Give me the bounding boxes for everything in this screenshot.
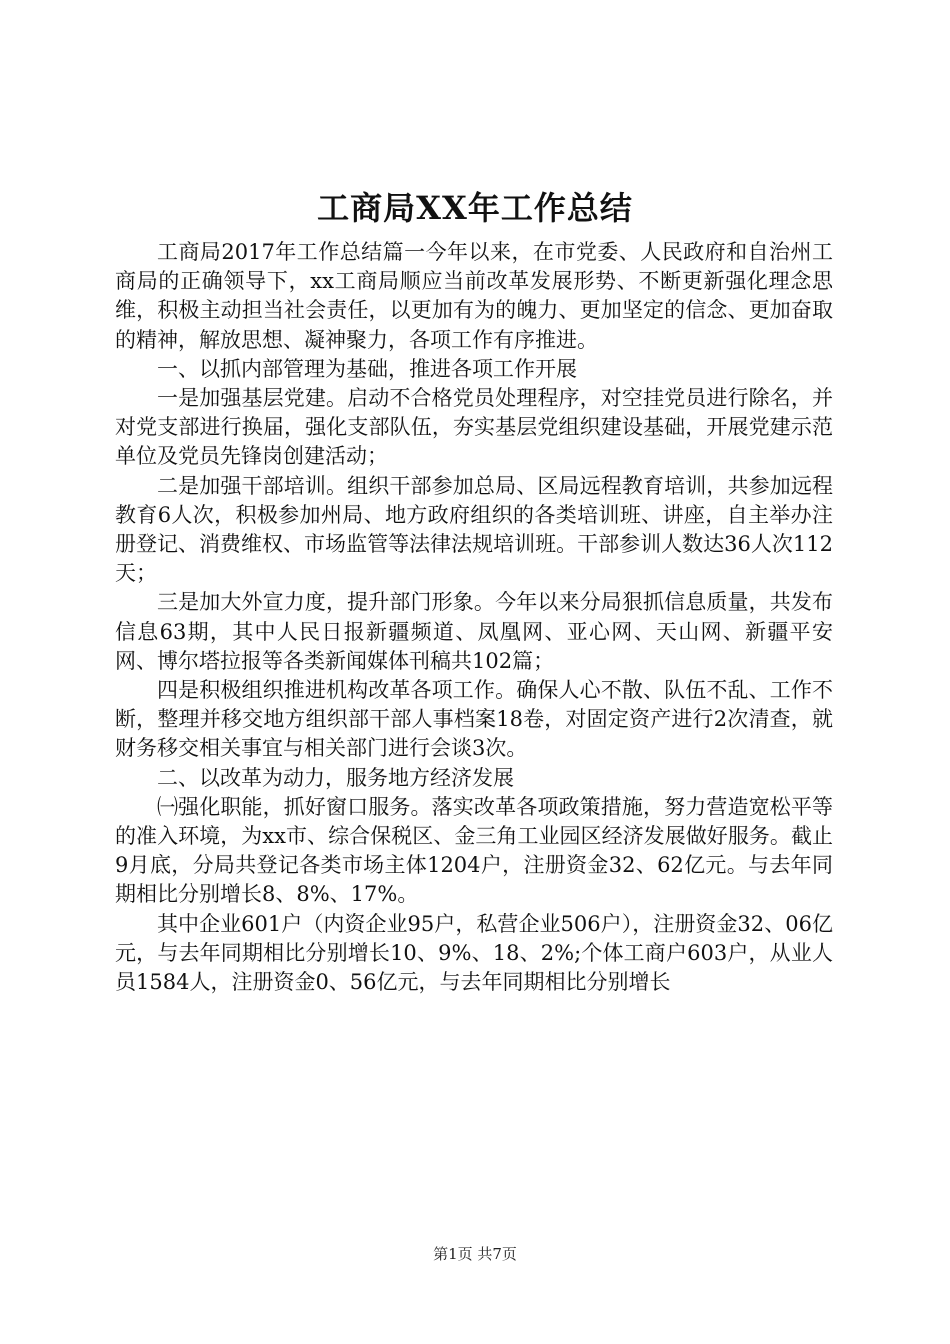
- document-title: 工商局XX年工作总结: [317, 189, 633, 227]
- paragraph-institutional-reform: 四是积极组织推进机构改革各项工作。确保人心不散、队伍不乱、工作不断，整理并移交地方组织部干部人事档案18卷，对固定资产进行2次清查，就财务移交相关事宜与相关部门进行会谈3次。: [115, 678, 833, 761]
- section-heading-1: 一、以抓内部管理为基础，推进各项工作开展: [157, 356, 577, 381]
- paragraph-party-building: 一是加强基层党建。启动不合格党员处理程序，对空挂党员进行除名，并对党支部进行换届，强化支部队伍，夯实基层党组织建设基础，开展党建示范单位及党员先锋岗创建活动；: [115, 386, 833, 469]
- paragraph-publicity: 三是加大外宣力度，提升部门形象。今年以来分局狠抓信息质量，共发布信息63期，其中人民日报新疆频道、凤凰网、亚心网、天山网、新疆平安网、博尔塔拉报等各类新闻媒体刊稿共102篇；: [115, 590, 833, 673]
- intro-paragraph: 工商局2017年工作总结篇一今年以来，在市党委、人民政府和自治州工商局的正确领导下，xx工商局顺应当前改革发展形势、不断更新强化理念思维，积极主动担当社会责任，以更加有为的魄力、更加坚定的信念、更加奋取的精神，解放思想、凝神聚力，各项工作有序推进。: [115, 240, 833, 352]
- page-number-footer: 第1页 共7页: [433, 1245, 517, 1263]
- document-body: [115, 238, 833, 997]
- paragraph-window-service: ㈠强化职能，抓好窗口服务。落实改革各项政策措施，努力营造宽松平等的准入环境，为xx市、综合保税区、金三角工业园区经济发展做好服务。截止9月底，分局共登记各类市场主体1204户，注册资金32、62亿元。与去年同期相比分别增长8、8%、17%。: [115, 794, 833, 907]
- paragraph-cadre-training: 二是加强干部培训。组织干部参加总局、区局远程教育培训，共参加远程教育6人次，积极参加州局、地方政府组织的各类培训班、讲座，自主举办注册登记、消费维权、市场监管等法律法规培训班。干部参训人数达36人次112天；: [115, 473, 833, 586]
- section-heading-2: 二、以改革为动力，服务地方经济发展: [157, 765, 514, 790]
- paragraph-enterprise-stats: 其中企业601户（内资企业95户，私营企业506户），注册资金32、06亿元，与去年同期相比分别增长10、9%、18、2%;个体工商户603户，从业人员1584人，注册资金0、56亿元，与去年同期相比分别增长: [115, 911, 833, 995]
